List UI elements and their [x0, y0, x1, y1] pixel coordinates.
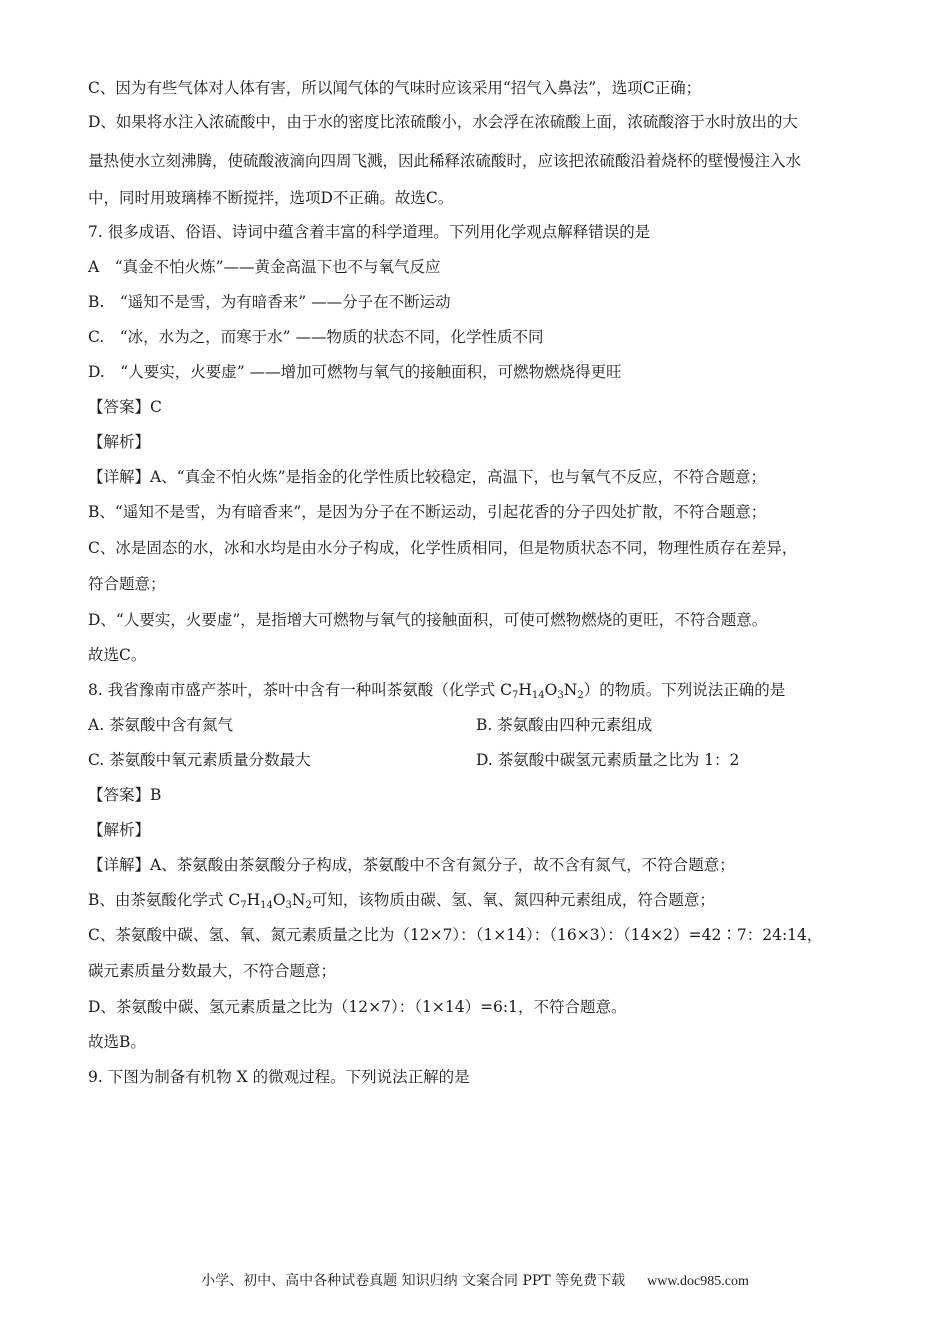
q7-detail-a: [88, 467, 766, 487]
q8-analysis-tag: 【解析】: [88, 821, 151, 839]
subscript-n: 2: [305, 900, 312, 911]
answer-value: C: [150, 398, 162, 416]
footer-text: 小学、初中、高中各种试卷真题 知识归纳 文案合同 PPT 等免费下载: [201, 1273, 626, 1289]
q7-option-b: B. “遥知不是雪，为有暗香来” ——分子在不断运动: [88, 293, 451, 311]
page-footer: [0, 1270, 950, 1290]
q8-detail-c-line1: C、茶氨酸中碳、氢、氧、氮元素质量之比为（12×7）：（1×14）：（16×3）：（14×2）=42∶7：24:14，: [88, 926, 823, 944]
subscript-o: 3: [285, 900, 292, 911]
detail-text: A、茶氨酸由茶氨酸分子构成，茶氨酸中不含有氮分子，故不含有氮气，不符合题意；: [150, 856, 735, 874]
q7-stem: 7. 很多成语、俗语、诗词中蕴含着丰富的科学道理。下列用化学观点解释错误的是: [88, 223, 651, 241]
q7-option-d: D. “人要实，火要虚” ——增加可燃物与氧气的接触面积，可燃物燃烧得更旺: [88, 363, 622, 381]
q7-detail-d: D、“人要实，火要虚”，是指增大可燃物与氧气的接触面积，可使可燃物燃烧的更旺，不符合题意。: [88, 611, 768, 629]
subscript-o: 3: [557, 690, 564, 701]
q8-option-c: C. 茶氨酸中氧元素质量分数最大: [88, 751, 311, 769]
q8-stem: 8. 我省豫南市盛产茶叶，茶叶中含有一种叫茶氨酸（化学式 $C_7H_{14}O_3N_2$）的物质。下列说法正确的是: [88, 681, 786, 701]
q7-detail-c-line2: 符合题意；: [88, 575, 166, 593]
q7-conclusion: 故选C。: [88, 646, 147, 664]
detail-text: A、“真金不怕火炼”是指金的化学性质比较稳定，高温下，也与氧气不反应，不符合题意；: [150, 468, 767, 486]
q6-option-c-explanation: C、因为有些气体对人体有害，所以闻气体的气味时应该采用“招气入鼻法”，选项C正确；: [88, 79, 702, 97]
answer-tag: 【答案】: [88, 398, 151, 416]
q7-answer: [88, 397, 162, 417]
subscript-h: 14: [531, 690, 545, 701]
subscript-n: 2: [577, 690, 584, 701]
q8-detail-b-pre: B、由茶氨酸化学式 C: [88, 891, 241, 909]
q8-detail-c-line2: 碳元素质量分数最大，不符合题意；: [88, 962, 337, 980]
q8-conclusion: 故选B。: [88, 1033, 146, 1051]
q8-detail-b: B、由茶氨酸化学式 $C_7H_{14}O_3N_2$可知，该物质由碳、氢、氧、氮四种元素组成，符合题意；: [88, 891, 715, 911]
q8-option-b: B. 茶氨酸由四种元素组成: [476, 716, 653, 734]
subscript-h: 14: [260, 900, 273, 911]
q7-option-c: C. “冰，水为之，而寒于水” ——物质的状态不同，化学性质不同: [88, 328, 544, 346]
q8-detail-a: [88, 855, 735, 875]
q9-stem: 9. 下图为制备有机物 X 的微观过程。下列说法正解的是: [88, 1068, 470, 1086]
q6-option-d-explanation-line3: 中，同时用玻璃棒不断搅拌，选项D不正确。故选C。: [88, 189, 454, 207]
q8-option-d: D. 茶氨酸中碳氢元素质量之比为 1：2: [476, 751, 740, 769]
q7-analysis-tag: 【解析】: [88, 433, 151, 451]
q8-detail-d: D、茶氨酸中碳、氢元素质量之比为（12×7）：（1×14）=6:1，不符合题意。: [88, 998, 627, 1016]
q8-option-a: A. 茶氨酸中含有氮气: [88, 716, 234, 734]
q8-stem-post: ）的物质。下列说法正确的是: [583, 681, 786, 699]
q6-option-d-explanation-line2: 量热使水立刻沸腾，使硫酸液滴向四周飞溅，因此稀释浓硫酸时，应该把浓硫酸沿着烧杯的壁慢慢注入水: [88, 152, 802, 170]
q7-detail-b: B、“遥知不是雪，为有暗香来”，是因为分子在不断运动，引起花香的分子四处扩散，不符合题意；: [88, 503, 767, 521]
answer-value: B: [150, 786, 162, 804]
detail-tag: 【详解】: [88, 856, 151, 874]
q7-detail-c-line1: C、冰是固态的水，冰和水均是由水分子构成，化学性质相同，但是物质状态不同，物理性质存在差异，: [88, 539, 798, 557]
detail-tag: 【详解】: [88, 468, 151, 486]
q7-option-a: A “真金不怕火炼”——黄金高温下也不与氧气反应: [88, 258, 441, 276]
footer-url[interactable]: www.doc985.com: [647, 1274, 749, 1289]
q6-option-d-explanation-line1: D、如果将水注入浓硫酸中，由于水的密度比浓硫酸小，水会浮在浓硫酸上面，浓硫酸溶于水时放出的大: [88, 113, 798, 131]
answer-tag: 【答案】: [88, 786, 151, 804]
subscript-c: 7: [240, 900, 247, 911]
subscript-c: 7: [512, 690, 519, 701]
q8-stem-pre: 8. 我省豫南市盛产茶叶，茶叶中含有一种叫茶氨酸（化学式 C: [88, 681, 513, 699]
q8-answer: [88, 785, 161, 805]
q8-detail-b-post: 可知，该物质由碳、氢、氧、氮四种元素组成，符合题意；: [311, 891, 715, 909]
